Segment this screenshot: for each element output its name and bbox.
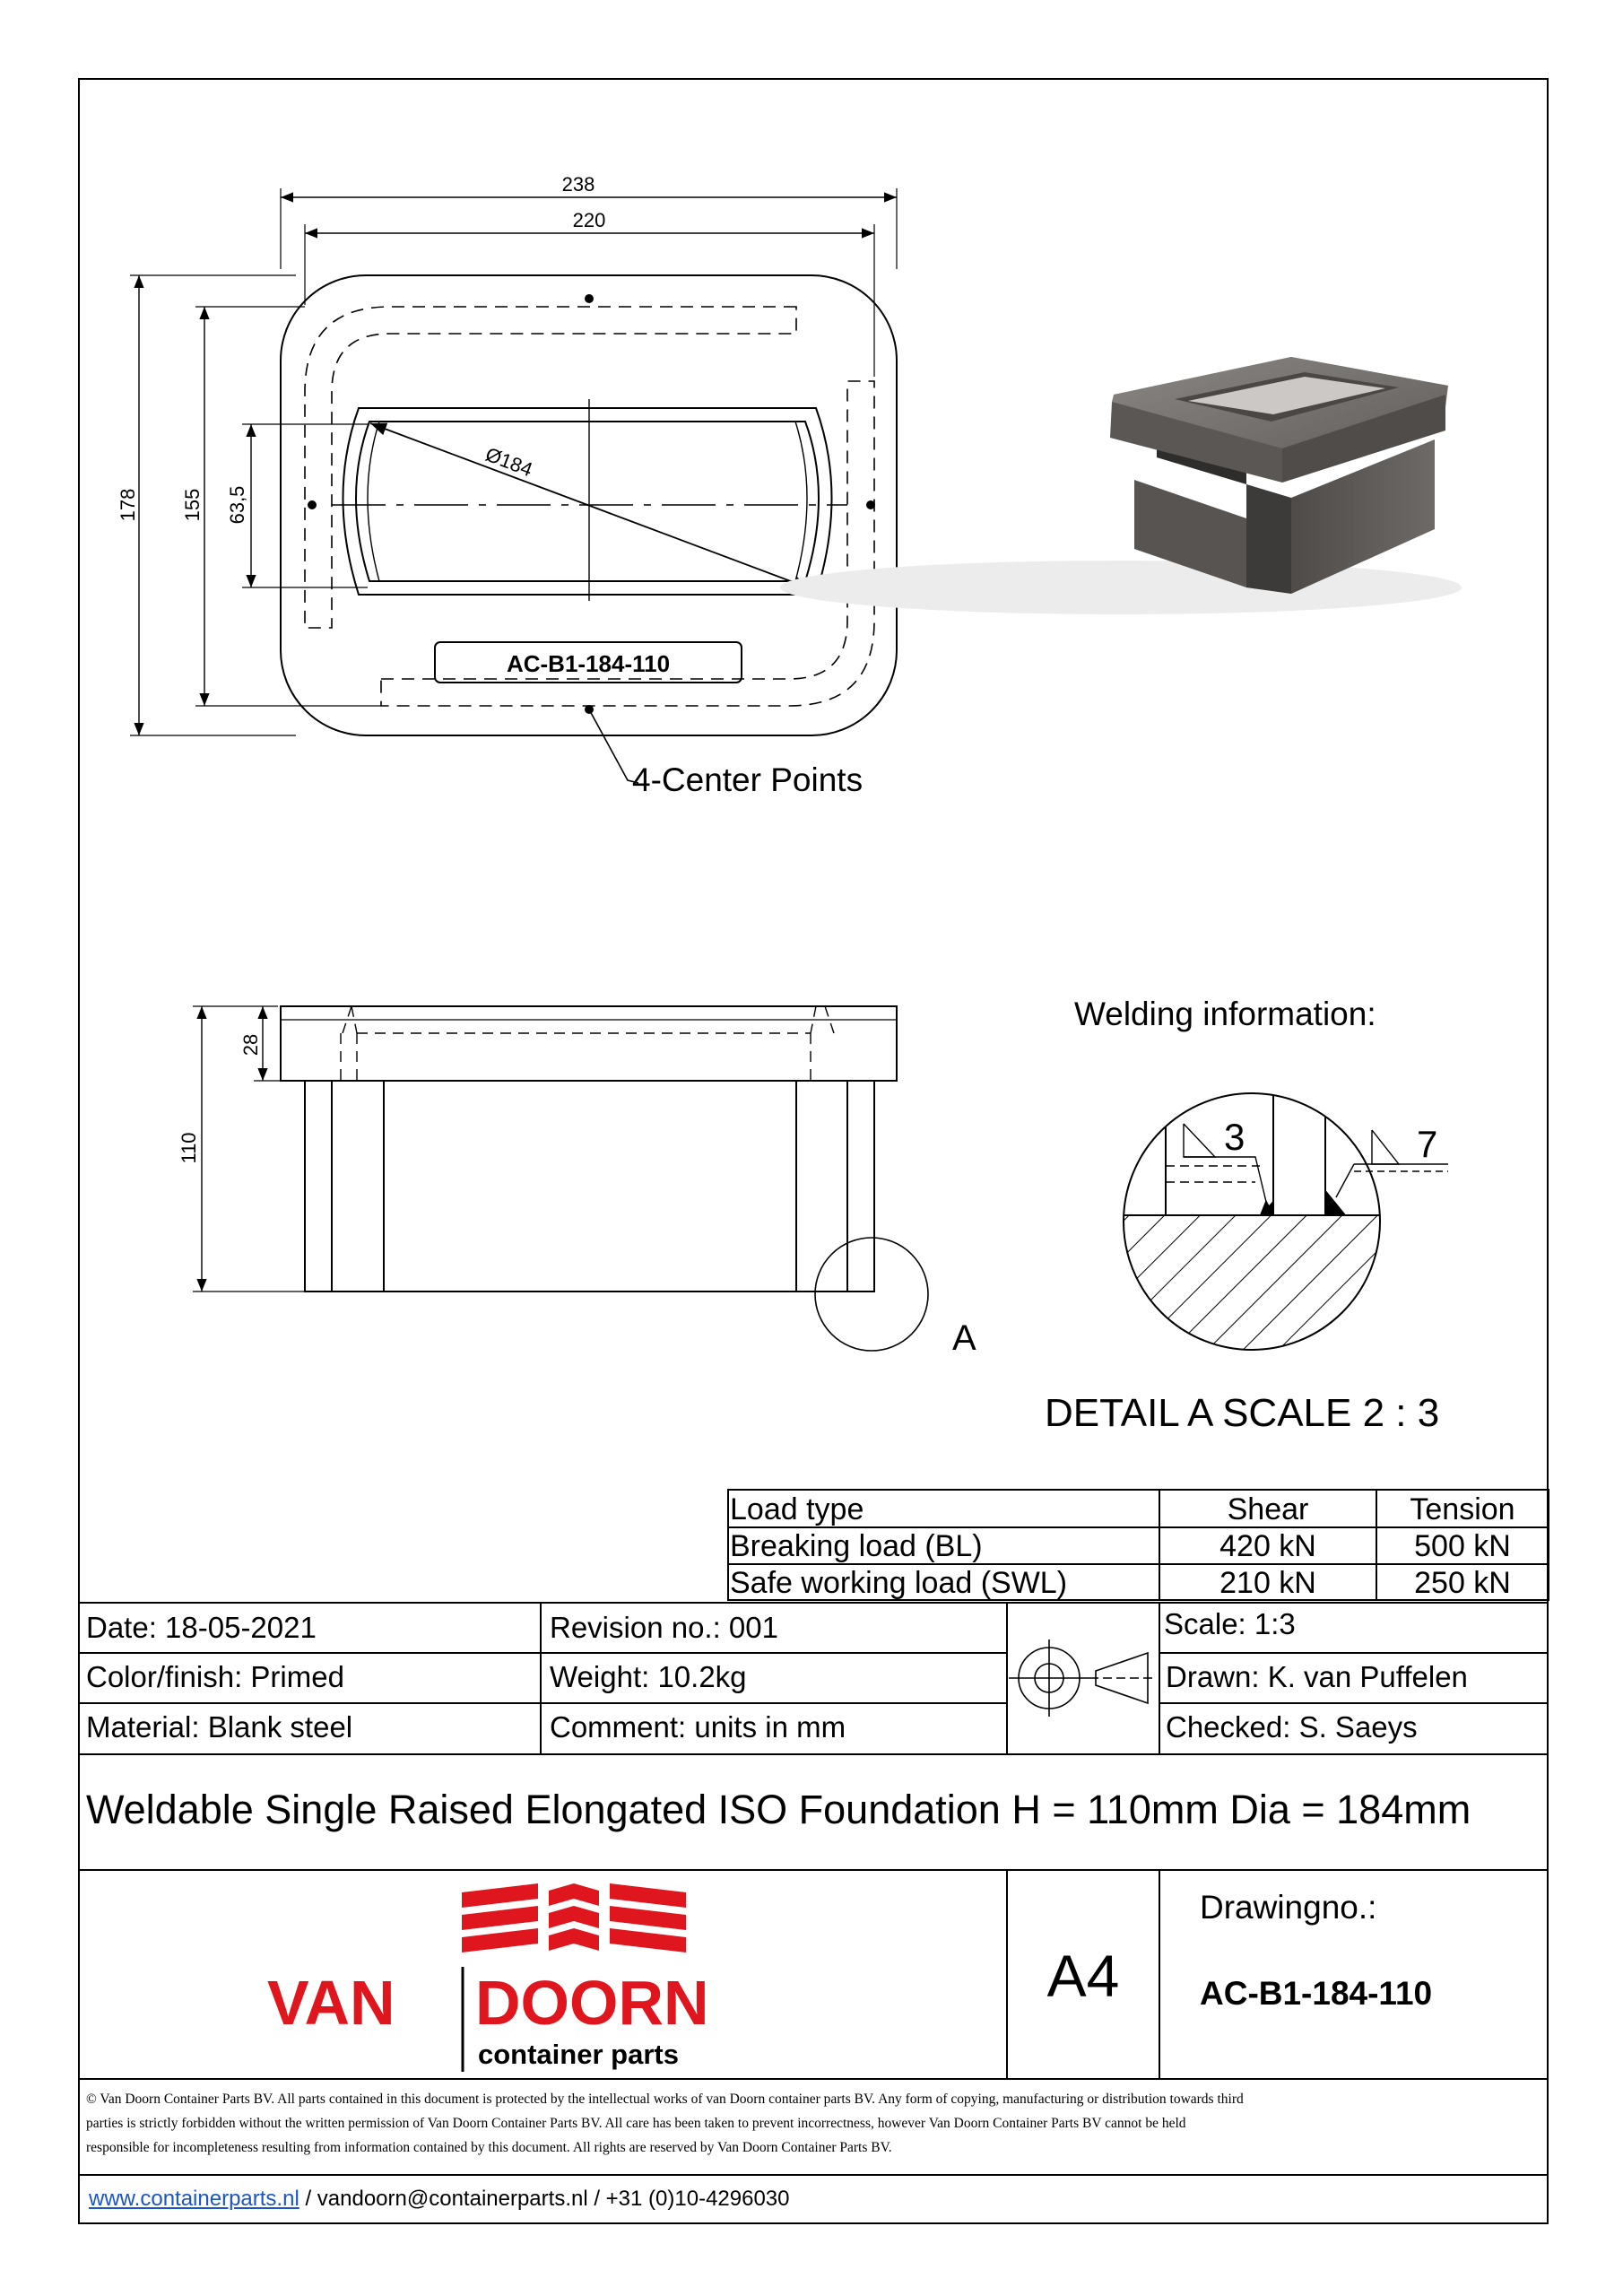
dim-110: 110: [178, 1132, 200, 1164]
dim-238: 238: [561, 173, 595, 196]
load-table-header-shear: Shear: [1227, 1492, 1309, 1526]
load-table-row-swl-label: Safe working load (SWL): [730, 1566, 1068, 1600]
tb-material: Material: Blank steel: [86, 1710, 353, 1744]
van-doorn-logo-icon: [462, 1883, 686, 1952]
tb-date: Date: 18-05-2021: [86, 1611, 317, 1644]
paper-size: A4: [1046, 1943, 1120, 2009]
tb-revision: Revision no.: 001: [550, 1611, 778, 1644]
dim-diameter: Ø184: [482, 442, 536, 482]
logo-brand-right: DOORN: [475, 1968, 709, 2038]
welding-title: Welding information:: [1074, 996, 1376, 1032]
tb-comment: Comment: units in mm: [550, 1710, 846, 1744]
tb-drawn: Drawn: K. van Puffelen: [1166, 1660, 1468, 1693]
dim-28: 28: [239, 1033, 262, 1057]
welding-detail-circle: [1121, 1092, 1448, 1395]
load-table-row-bl-tension: 500 kN: [1414, 1529, 1511, 1563]
side-view: [193, 1006, 928, 1351]
logo-subtitle: container parts: [478, 2039, 679, 2070]
weld-size-left: 3: [1224, 1116, 1245, 1158]
drawing-no-label: Drawingno.:: [1200, 1889, 1377, 1926]
load-table-row-swl-shear: 210 kN: [1219, 1566, 1316, 1600]
dim-178: 178: [117, 488, 139, 522]
contact-footer: [89, 2188, 790, 2210]
projection-symbol-icon: [1009, 1639, 1155, 1717]
load-table-row-bl-label: Breaking load (BL): [730, 1529, 983, 1563]
copyright-line-3: responsible for incompleteness resulting from information contained by this document. All rights are reserved by Van Doorn Container Parts BV.: [86, 2140, 892, 2155]
dim-220: 220: [572, 209, 606, 231]
tb-checked: Checked: S. Saeys: [1166, 1710, 1418, 1744]
load-table-row-bl-shear: 420 kN: [1219, 1529, 1316, 1563]
plan-view: [130, 188, 897, 783]
website-link[interactable]: www.containerparts.nl: [89, 2187, 299, 2211]
center-points-label: 4-Center Points: [632, 761, 864, 798]
detail-caption: DETAIL A SCALE 2 : 3: [1045, 1391, 1440, 1435]
product-render-image: [780, 357, 1462, 614]
contact-details: / vandoorn@containerparts.nl / +31 (0)10-4296030: [299, 2187, 790, 2211]
part-label: AC-B1-184-110: [506, 650, 671, 677]
tb-color-finish: Color/finish: Primed: [86, 1660, 344, 1693]
detail-marker-a: A: [952, 1318, 976, 1358]
copyright-line-2: parties is strictly forbidden without the written permission of Van Doorn Container Parts BV. All care has been taken to prevent incorrectness, however Van Doorn Container Parts BV cannot be held: [86, 2116, 1186, 2131]
tb-weight: Weight: 10.2kg: [550, 1660, 747, 1693]
load-table-header-tension: Tension: [1410, 1492, 1515, 1526]
copyright-line-1: © Van Doorn Container Parts BV. All parts contained in this document is protected by the intellectual works of van Doorn container parts BV. Any form of copying, manufacturing or distribution towards third: [86, 2092, 1244, 2107]
weld-size-right: 7: [1417, 1123, 1438, 1165]
dim-155: 155: [181, 488, 204, 522]
document-title: Weldable Single Raised Elongated ISO Foundation H = 110mm Dia = 184mm: [86, 1787, 1471, 1832]
load-table-row-swl-tension: 250 kN: [1414, 1566, 1511, 1600]
logo-brand-left: VAN: [267, 1968, 395, 2038]
tb-scale: Scale: 1:3: [1164, 1607, 1296, 1640]
dim-63-5: 63,5: [226, 485, 248, 525]
drawing-no-value: AC-B1-184-110: [1200, 1975, 1433, 2012]
load-table-header-type: Load type: [730, 1492, 864, 1526]
